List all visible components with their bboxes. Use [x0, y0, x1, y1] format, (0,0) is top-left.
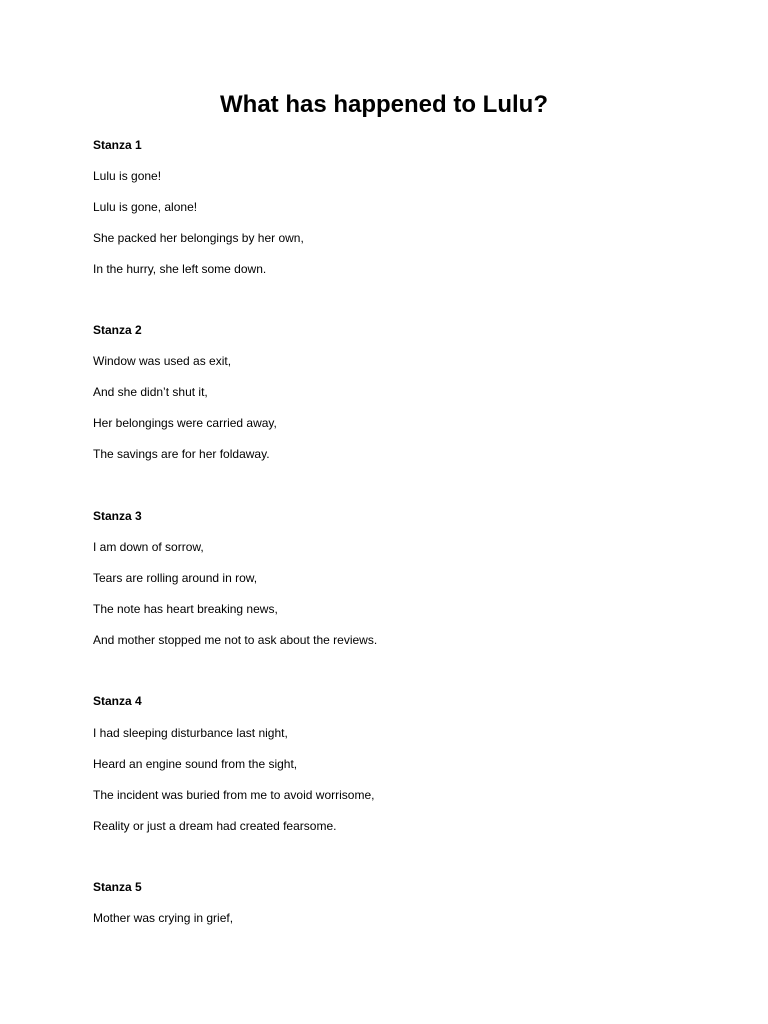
stanza-4-line-1: I had sleeping disturbance last night,	[93, 726, 288, 740]
stanza-1-line-4: In the hurry, she left some down.	[93, 262, 267, 276]
stanza-1-line-2: Lulu is gone, alone!	[93, 200, 198, 214]
stanza-3-line-2: Tears are rolling around in row,	[93, 571, 258, 585]
stanza-1-heading: Stanza 1	[93, 138, 142, 152]
stanza-4-line-3: The incident was buried from me to avoid worrisome,	[93, 788, 375, 802]
stanza-2-line-1: Window was used as exit,	[93, 354, 232, 368]
stanza-5-heading: Stanza 5	[93, 880, 142, 894]
stanza-4-heading: Stanza 4	[93, 694, 142, 708]
stanza-3-heading: Stanza 3	[93, 509, 142, 523]
stanza-1-line-3: She packed her belongings by her own,	[93, 231, 304, 245]
stanza-2-line-4: The savings are for her foldaway.	[93, 447, 270, 461]
stanza-3-line-4: And mother stopped me not to ask about the reviews.	[93, 633, 378, 647]
poem-title: What has happened to Lulu?	[220, 91, 548, 118]
stanza-4-line-4: Reality or just a dream had created fearsome.	[93, 819, 337, 833]
stanza-5-line-1: Mother was crying in grief,	[93, 911, 234, 925]
stanza-2-heading: Stanza 2	[93, 323, 142, 337]
stanza-3-line-3: The note has heart breaking news,	[93, 602, 278, 616]
stanza-4-line-2: Heard an engine sound from the sight,	[93, 757, 298, 771]
stanza-2-line-2: And she didn’t shut it,	[93, 385, 208, 399]
stanza-2-line-3: Her belongings were carried away,	[93, 416, 277, 430]
stanza-3-line-1: I am down of sorrow,	[93, 540, 204, 554]
stanza-1-line-1: Lulu is gone!	[93, 169, 162, 183]
